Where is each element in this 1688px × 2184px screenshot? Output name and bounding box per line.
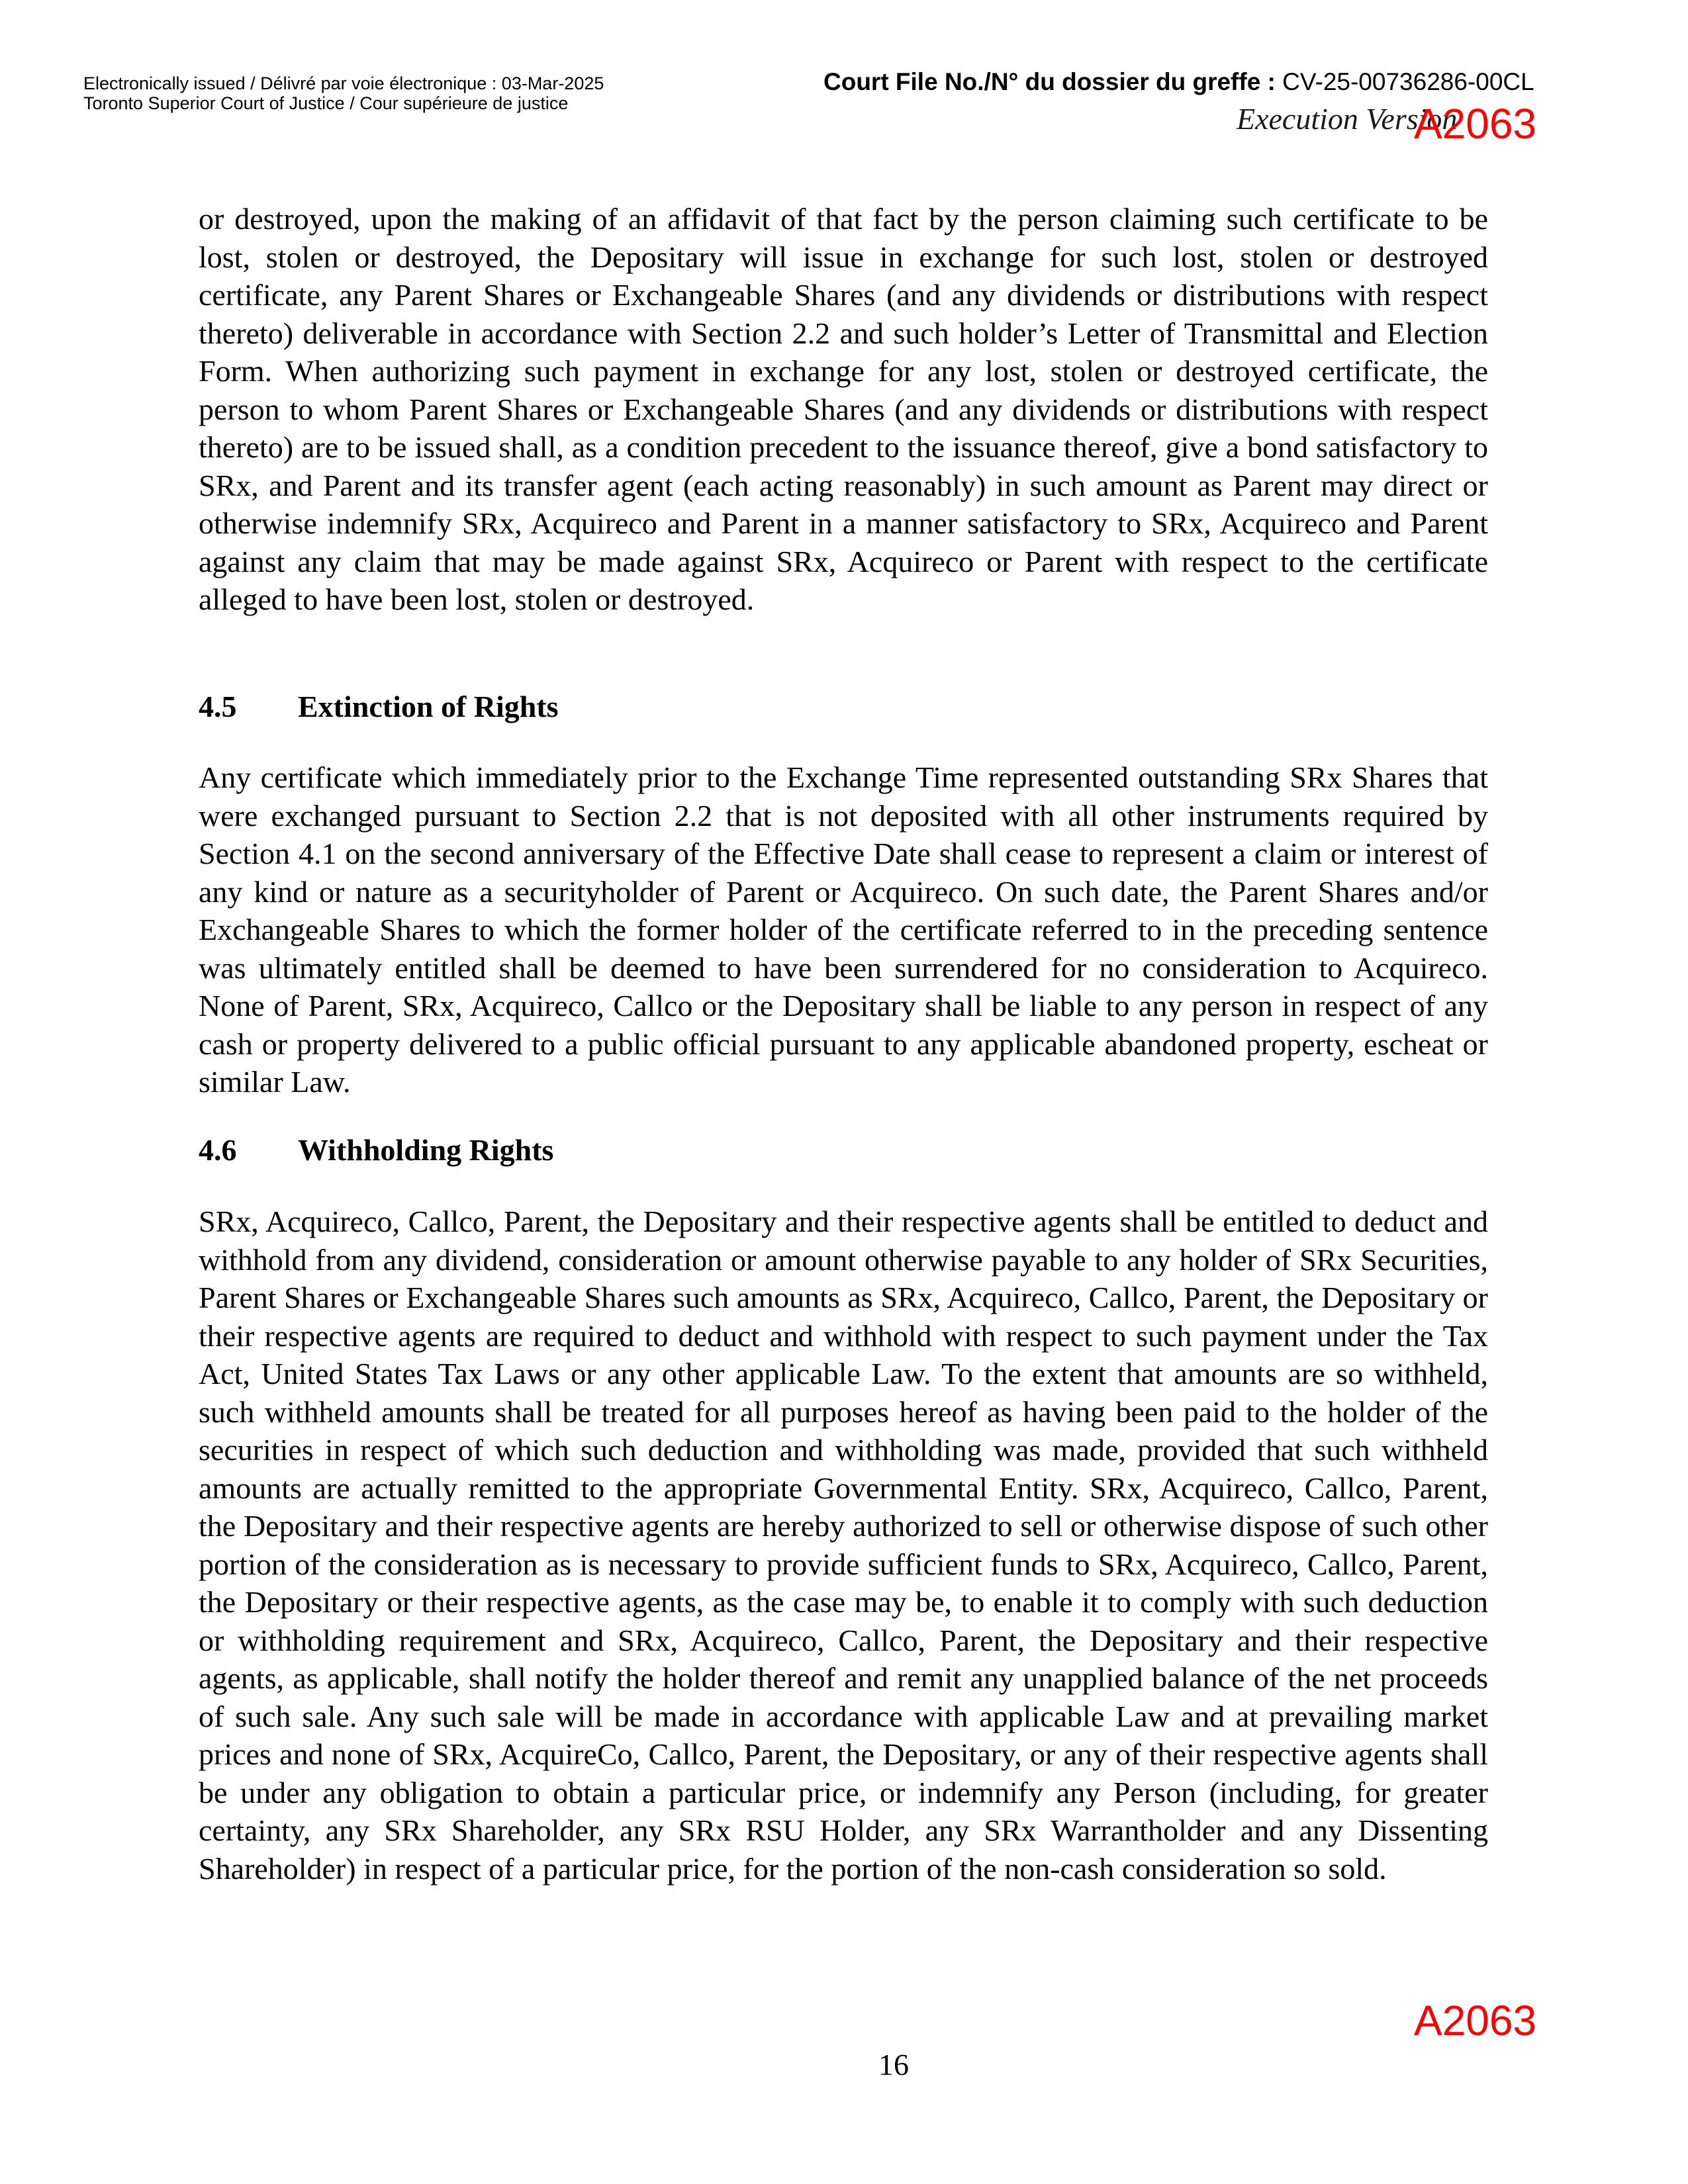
court-file-number	[823, 68, 1534, 97]
page-number: 16	[878, 2048, 909, 2081]
section-title: Withholding Rights	[298, 1133, 554, 1167]
body-paragraph-withholding-rights: SRx, Acquireco, Callco, Parent, the Depositary and their respective agents shall be entitled to deduct and withhold from any dividend, consideration or amount otherwise payable to any holder of SRx Securities, Parent Shares or Exchangeable Shares such amounts as SRx, Acquireco, Callco, Parent, the Depositary or their respective agents are required to deduct and withhold with respect to such payment under the Tax Act, United States Tax Laws or any other applicable Law. To the extent that amounts are so withheld, such withheld amounts shall be treated for all purposes hereof as having been paid to the holder of the securities in respect of which such deduction and withholding was made, provided that such withheld amounts are actually remitted to the appropriate Governmental Entity. SRx, Acquireco, Callco, Parent, the Depositary and their respective agents are hereby authorized to sell or otherwise dispose of such other portion of the consideration as is necessary to provide sufficient funds to SRx, Acquireco, Callco, Parent, the Depositary or their respective agents, as the case may be, to enable it to comply with such deduction or withholding requirement and SRx, Acquireco, Callco, Parent, the Depositary and their respective agents, as applicable, shall notify the holder thereof and remit any unapplied balance of the net proceeds of such sale. Any such sale will be made in accordance with applicable Law and at prevailing market prices and none of SRx, AcquireCo, Callco, Parent, the Depositary, or any of their respective agents shall be under any obligation to obtain a particular price, or indemnify any Person (including, for greater certainty, any SRx Shareholder, any SRx RSU Holder, any SRx Warrantholder and any Dissenting Shareholder) in respect of a particular price, for the portion of the non-cash consideration so sold.	[199, 1205, 1488, 1886]
exhibit-page-stamp-top: A2063	[1414, 100, 1537, 148]
section-heading-4-6	[199, 1131, 553, 1169]
section-number: 4.6	[199, 1133, 237, 1167]
body-paragraph-extinction-of-rights: Any certificate which immediately prior to the Exchange Time represented outstanding SRx Shares that were exchanged pursuant to Section 2.2 that is not deposited with all other instruments required by Section 4.1 on the second anniversary of the Effective Date shall cease to represent a claim or interest of any kind or nature as a securityholder of Parent or Acquireco. On such date, the Parent Shares and/or Exchangeable Shares to which the former holder of the certificate referred to in the preceding sentence was ultimately entitled shall be deemed to have been surrendered for no consideration to Acquireco. None of Parent, SRx, Acquireco, Callco or the Depositary shall be liable to any person in respect of any cash or property delivered to a public official pursuant to any applicable abandoned property, escheat or similar Law.	[199, 760, 1488, 1099]
body-paragraph-continued: or destroyed, upon the making of an affidavit of that fact by the person claiming such certificate to be lost, stolen or destroyed, the Depositary will issue in exchange for such lost, stolen or destroyed certificate, any Parent Shares or Exchangeable Shares (and any dividends or distributions with respect thereto) deliverable in accordance with Section 2.2 and such holder’s Letter of Transmittal and Election Form. When authorizing such payment in exchange for any lost, stolen or destroyed certificate, the person to whom Parent Shares or Exchangeable Shares (and any dividends or distributions with respect thereto) are to be issued shall, as a condition precedent to the issuance thereof, give a bond satisfactory to SRx, and Parent and its transfer agent (each acting reasonably) in such amount as Parent may direct or otherwise indemnify SRx, Acquireco and Parent in a manner satisfactory to SRx, Acquireco and Parent against any claim that may be made against SRx, Acquireco or Parent with respect to the certificate alleged to have been lost, stolen or destroyed.	[199, 202, 1488, 616]
court-file-label: Court File No./N° du dossier du greffe :	[823, 68, 1276, 95]
execution-version-header: Execution Version	[1237, 102, 1458, 136]
e-filing-issued-line: Electronically issued / Délivré par voie électronique : 03-Mar-2025	[83, 73, 604, 93]
exhibit-page-stamp-bottom: A2063	[1414, 1997, 1537, 2044]
e-filing-court-line: Toronto Superior Court of Justice / Cour supérieure de justice	[83, 93, 569, 113]
section-title: Extinction of Rights	[298, 690, 559, 723]
section-number: 4.5	[199, 690, 237, 723]
court-file-value: CV-25-00736286-00CL	[1282, 68, 1534, 95]
section-heading-4-5	[199, 688, 559, 726]
